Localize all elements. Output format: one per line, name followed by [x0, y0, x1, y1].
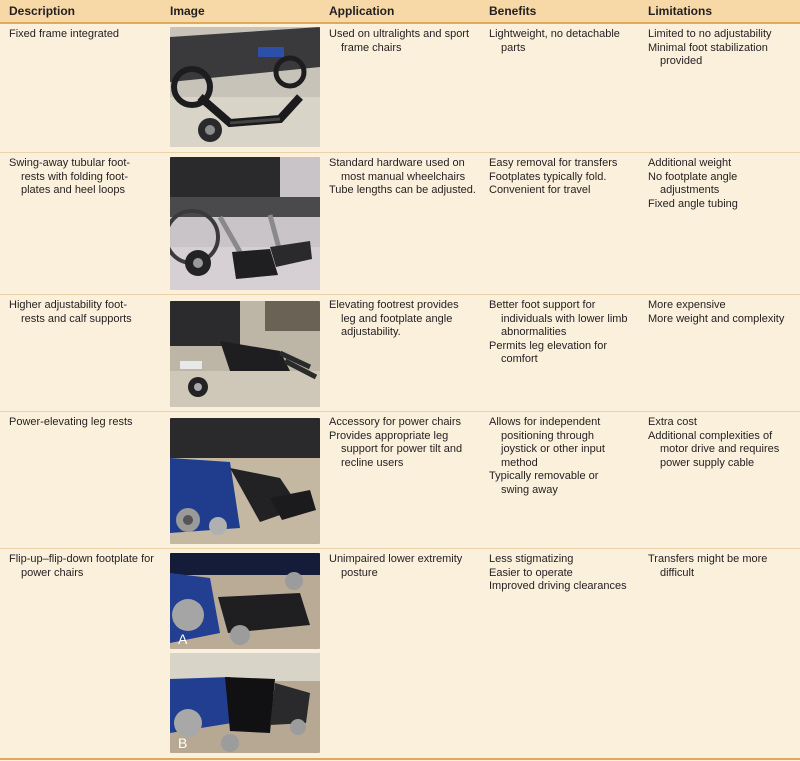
cell-line: Minimal foot stabilization provided [648, 41, 768, 68]
header-limitations: Limitations [648, 4, 713, 18]
cell-description [9, 157, 137, 198]
cell-benefits [489, 299, 629, 367]
cell-line: Less stigmatizing [489, 553, 574, 565]
photo-elevating-footrest [170, 301, 320, 407]
cell-line: Power-elevating leg rests [9, 416, 133, 428]
photo-footplate-a [170, 553, 320, 649]
cell-line: Extra cost [648, 416, 697, 428]
cell-line: Lightweight, no detachable parts [489, 28, 620, 54]
cell-line: Easier to operate [489, 566, 573, 579]
cell-benefits [489, 157, 639, 198]
cell-line: Flip-up–flip-down footplate for power chairs [9, 553, 154, 579]
cell-line: Transfers might be more difficult [648, 553, 768, 579]
cell-description [9, 299, 137, 326]
cell-line: Convenient for travel [489, 184, 591, 197]
cell-benefits [489, 553, 639, 594]
table-row [0, 153, 800, 295]
cell-line: Additional complexities of motor drive and requires power supply cable [648, 429, 780, 469]
cell-limitations [648, 416, 798, 470]
cell-description [9, 553, 159, 580]
header-application: Application [329, 4, 395, 18]
cell-line: Limited to no adjustability [648, 28, 772, 40]
photo-label-b: B [178, 735, 188, 751]
table-row [0, 412, 800, 549]
cell-line: Higher adjustability foot-rests and calf supports [9, 299, 132, 325]
cell-line: Swing-away tubular foot-rests with folding foot-plates and heel loops [9, 157, 131, 197]
cell-line: No footplate angle adjustments [648, 170, 738, 197]
table-bottom-rule [0, 758, 800, 760]
table-row [0, 24, 800, 153]
cell-application [329, 157, 479, 198]
cell-line: Typically removable or swing away [489, 470, 599, 496]
cell-line: Tube lengths can be adjusted. [329, 184, 476, 197]
cell-line: Improved driving clearances [489, 580, 627, 593]
cell-line: Fixed frame integrated [9, 28, 120, 40]
cell-application [329, 28, 479, 55]
table-row [0, 549, 800, 757]
cell-line: Allows for independent positioning through joystick or other input method [489, 416, 605, 469]
cell-line: Better foot support for individuals with lower limb abnormalities [489, 299, 628, 339]
cell-line: Additional weight [648, 157, 732, 169]
cell-line: Permits leg elevation for comfort [489, 339, 607, 366]
cell-line: More weight and complexity [648, 312, 785, 325]
cell-line: Fixed angle tubing [648, 197, 738, 210]
cell-description [9, 416, 159, 430]
cell-line: Accessory for power chairs [329, 416, 462, 428]
photo-label-a: A [178, 631, 188, 647]
cell-line: Standard hardware used on most manual wheelchairs [329, 157, 466, 183]
cell-description [9, 28, 159, 42]
cell-line: Footplates typically fold. [489, 170, 607, 183]
cell-line: More expensive [648, 299, 726, 311]
cell-line: Elevating footrest provides leg and footplate angle adjustability. [329, 299, 459, 339]
header-image: Image [170, 4, 205, 18]
table-row [0, 295, 800, 412]
photo-power-elevating-legrest [170, 418, 320, 544]
header-description: Description [9, 4, 76, 18]
cell-limitations [648, 299, 798, 326]
photo-swing-away-footrest [170, 157, 320, 290]
photo-footplate-b [170, 653, 320, 753]
cell-line: Provides appropriate leg support for power tilt and recline users [329, 429, 463, 469]
cell-benefits [489, 28, 639, 55]
header-benefits: Benefits [489, 4, 537, 18]
table-header-row [0, 0, 800, 24]
cell-application [329, 299, 469, 340]
cell-line: Easy removal for transfers [489, 157, 618, 169]
photo-fixed-frame-footrest [170, 27, 320, 147]
cell-line: Unimpaired lower extremity posture [329, 553, 463, 579]
cell-limitations [648, 553, 798, 580]
cell-application [329, 553, 479, 580]
cell-benefits [489, 416, 624, 498]
cell-line: Used on ultralights and sport frame chairs [329, 28, 470, 54]
cell-limitations [648, 28, 796, 69]
cell-application [329, 416, 479, 470]
cell-limitations [648, 157, 788, 211]
